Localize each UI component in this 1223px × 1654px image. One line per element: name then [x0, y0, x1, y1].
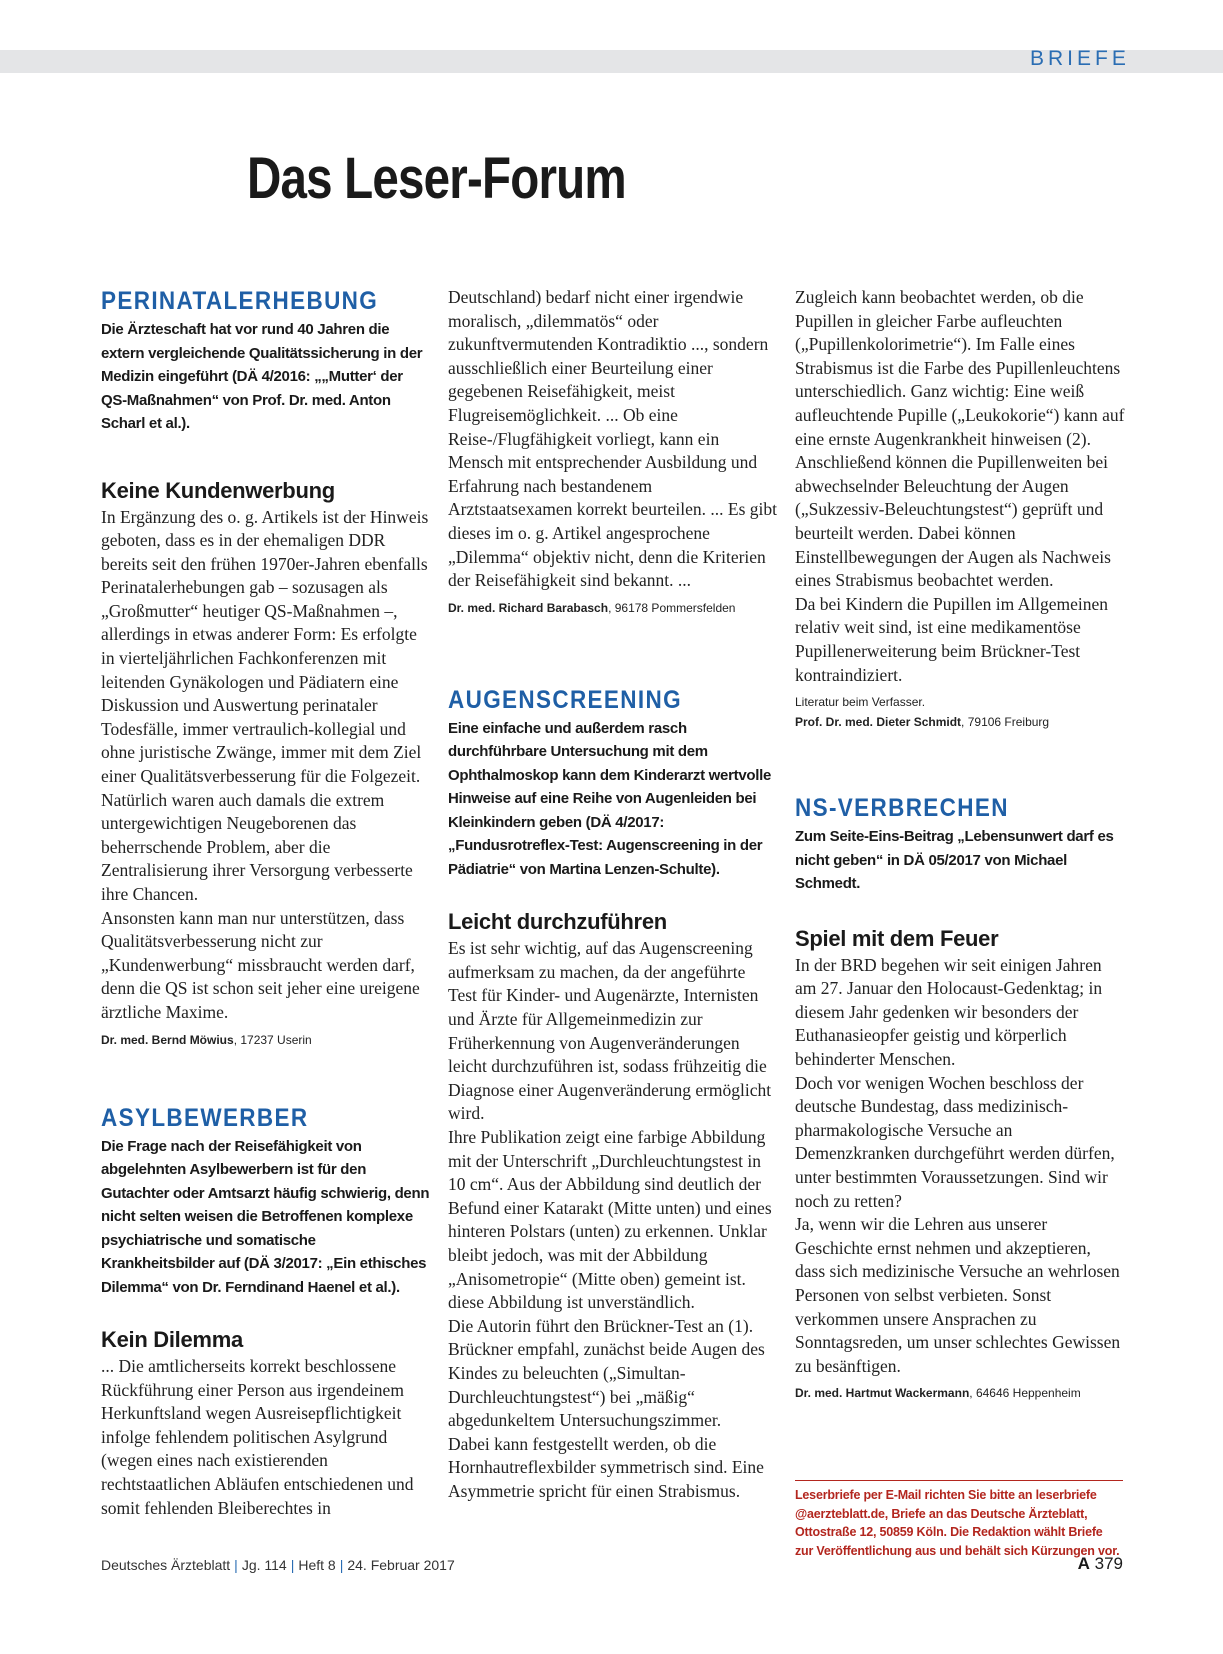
paragraph: Zugleich kann beobachtet werden, ob die Pupillen in gleicher Farbe aufleuchten („Pupillenkolorimetrie“). Im Falle eines Strabismus ist die Farbe des Pupillenleuchtens unterschiedlich. Ganz wichtig: Eine weiß aufleuchtende Pupille („Leukokorie“) kann auf eine ernste Augenkrankheit hinweisen (2). [795, 287, 1125, 449]
paragraph: Anschließend können die Pupillenweiten bei abwechselnder Beleuchtung der Augen („Sukzessiv-Beleuchtungstest“) geprüft und beurteilt werden. Dabei können Einstellbewegungen der Augen als Nachweis eines Strabismus beobachtet werden. [795, 452, 1111, 591]
paragraph: Deutschland) bedarf nicht einer irgendwie moralisch, „dilemmatös“ oder zukunftvermutenden Kontradiktio ..., sondern ausschließlich einer Beurteilung einer gegebenen Reisefähigkeit, meist Flugreisemöglichkeit. ... Ob eine Reise-/Flugfähigkeit vorliegt, kann ein Mensch mit entsprechender Ausbildung und Erfahrung nach bestandenem Arztstaatsexamen korrekt beurteilen. ... Es gibt dieses im o. g. Artikel angesprochene „Dilemma“ objektiv nicht, denn die Kriterien der Reisefähigkeit sind bekannt. ... [448, 287, 777, 591]
paragraph: Dabei kann festgestellt werden, ob die Hornhautreflexbilder symmetrisch sind. Eine Asymmetrie spricht für einen Strabismus. [448, 1433, 764, 1501]
intro-perinatalerhebung: Die Ärzteschaft hat vor rund 40 Jahren die extern vergleichende Qualitätssicherung in der Medizin eingeführt (DÄ 4/2016: „„Mutter‘ der QS-Maßnahmen“ von Prof. Dr. med. Anton Scharl et al.). [101, 321, 423, 432]
letter-signature [101, 1031, 431, 1049]
paragraph: ... Die amtlicherseits korrekt beschlossene Rückführung einer Person aus irgendeinem Herkunftsland wegen Ausreisepflichtigkeit infolge fehlendem politischen Asylgrund (wegen eines nach existierenden rechtstaatlichen Abläufen entschiedenen und somit fehlenden Bleiberechtes in [101, 1356, 414, 1518]
volume: Jg. 114 [241, 1557, 287, 1573]
intro-ns-verbrechen: Zum Seite-Eins-Beitrag „Lebensunwert darf es nicht geben“ in DÄ 05/2017 von Michael Schmedt. [795, 828, 1114, 893]
author-place: , 96178 Pommersfelden [608, 600, 736, 615]
section-label: BRIEFE [1030, 47, 1130, 70]
paragraph: Doch vor wenigen Wochen beschloss der deutsche Bundestag, dass medizinisch-pharmakologische Versuche an Demenzkranken durchgeführt werden dürfen, unter bestimmten Voraussetzungen. Sind wir noch zu retten? [795, 1072, 1115, 1211]
paragraph: Da bei Kindern die Pupillen im Allgemeinen relativ weit sind, ist eine medikamentöse Pupillenerweiterung beim Brückner-Test kontraindiziert. [795, 593, 1108, 685]
paragraph: Ja, wenn wir die Lehren aus unserer Geschichte ernst nehmen und akzeptieren, dass sich medizinische Versuche an wehrlosen Personen von selbst verbieten. Sonst verkommen unsere Ansprachen zu Sonntagsreden, um unser schlechtes Gewissen zu besänftigen. [795, 1214, 1121, 1376]
issue-date: 24. Februar 2017 [347, 1557, 455, 1573]
letter-signature [795, 1384, 1125, 1402]
letter-body-feuer [795, 954, 1125, 1379]
author-place: , 79106 Freiburg [961, 715, 1050, 730]
paragraph: In der BRD begehen wir seit einigen Jahren am 27. Januar den Holocaust-Gedenktag; in diesem Jahr gedenken wir besonders der Euthanasieopfer geistig und körperlich behinderter Menschen. [795, 954, 1103, 1069]
page-title: Das Leser-Forum [247, 146, 626, 211]
paragraph: Ihre Publikation zeigt eine farbige Abbildung mit der Unterschrift „Durchleuchtungstest in 10 cm“. Aus der Abbildung sind deutlich der Befund einer Katarakt (Mitte unten) und eines hinteren Polstars (unten) zu erkennen. Unklar bleibt jedoch, was mit der Abbildung „Anisometropie“ (Mitte oben) gemeint ist. diese Abbildung ist unverständlich. [448, 1126, 772, 1313]
author-place: , 17237 Userin [233, 1032, 312, 1047]
submission-notice: Leserbriefe per E-Mail richten Sie bitte an leserbriefe @aerzteblatt.de, Briefe an das Deutsche Ärzteblatt, Ottostraße 12, 50859 Köln. Die Redaktion wählt Briefe zur Veröffentlichung aus und behält sich Kürzungen vor. [795, 1480, 1123, 1560]
letter-headline-leicht: Leicht durchzuführen [448, 909, 667, 935]
column-2 [448, 286, 778, 1503]
letter-signature [448, 599, 778, 617]
letter-body-kundenwerbung [101, 506, 431, 1025]
journal-name: Deutsches Ärzteblatt [101, 1557, 231, 1573]
separator: | [339, 1557, 344, 1573]
column-1 [101, 286, 431, 1520]
author-name: Dr. med. Bernd Möwius [101, 1032, 234, 1047]
paragraph: Es ist sehr wichtig, auf das Augenscreening aufmerksam zu machen, da der angeführte Test für Kinder- und Augenärzte, Internisten und Ärzte für Allgemeinmedizin zur Früherkennung von Augenveränderungen leicht durchzuführen ist, sodass frühzeitig die Diagnose einer Augenveränderung ermöglicht wird. [448, 938, 772, 1124]
rubric-ns-verbrechen: NS-VERBRECHEN [795, 794, 1009, 823]
intro-augenscreening: Eine einfache und außerdem rasch durchführbare Untersuchung mit dem Ophthalmoskop kann dem Kinderarzt wertvolle Hinweise auf eine Reihe von Augenleiden bei Kleinkindern geben (DÄ 4/2017: „Fundusrotreflex-Test: Augenscreening in der Pädiatrie“ von Martina Lenzen-Schulte). [448, 719, 771, 878]
letter-body-leicht-cont [795, 286, 1125, 687]
rubric-perinatalerhebung: PERINATALERHEBUNG [101, 287, 379, 315]
author-place: , 64646 Heppenheim [969, 1386, 1081, 1401]
paragraph: In Ergänzung des o. g. Artikels ist der Hinweis geboten, dass es in der ehemaligen DDR bereits seit den frühen 1970er-Jahren ebenfalls Perinatalerhebungen gab – sozusagen als „Großmutter“ heutiger QS-Maßnahmen –, allerdings in etwas anderer Form: Es erfolgte in vierteljährlichen Fachkonferenzen mit leitenden Gynäkologen und Pädiatern eine Diskussion und Auswertung perinataler Todesfälle, immer vertraulich-kollegial und ohne juristische Zwänge, immer mit dem Ziel einer Qualitätsverbesserung für die Folgezeit. Natürlich waren auch damals die extrem untergewichtigen Neugeborenen das beherrschende Problem, aber die Zentralisierung ihrer Versorgung verbesserte ihre Chancen. [101, 506, 429, 904]
letter-body-dilemma-cont [448, 286, 778, 593]
literature-note: Literatur beim Verfasser. [795, 695, 926, 710]
rubric-augenscreening: AUGENSCREENING [448, 685, 682, 714]
footer-citation [101, 1557, 455, 1573]
separator: | [234, 1557, 238, 1573]
letter-headline-kundenwerbung: Keine Kundenwerbung [101, 477, 335, 503]
author-name: Prof. Dr. med. Dieter Schmidt [795, 715, 962, 730]
page-value: 379 [1094, 1554, 1123, 1573]
intro-asylbewerber: Die Frage nach der Reisefähigkeit von abgelehnten Asylbewerbern ist für den Gutachter oder Amtsarzt häufig schwierig, denn nicht selten weisen die Betroffenen komplexe psychiatrische und somatische Krankheitsbilder auf (DÄ 3/2017: „Ein ethisches Dilemma“ von Dr. Ferndinand Haenel et al.). [101, 1137, 430, 1296]
letter-headline-feuer: Spiel mit dem Feuer [795, 925, 999, 951]
letter-signature [795, 713, 1125, 731]
author-name: Dr. med. Hartmut Wackermann [795, 1386, 970, 1401]
separator: | [290, 1557, 295, 1573]
letter-body-leicht [448, 937, 778, 1503]
page-number [1078, 1554, 1123, 1574]
column-3 [795, 286, 1125, 1402]
author-name: Dr. med. Richard Barabasch [448, 600, 609, 615]
rubric-asylbewerber: ASYLBEWERBER [101, 1103, 309, 1132]
page-prefix: A [1077, 1554, 1090, 1573]
letter-headline-dilemma: Kein Dilemma [101, 1327, 243, 1353]
letter-body-dilemma [101, 1355, 431, 1520]
issue: Heft 8 [298, 1557, 336, 1573]
paragraph: Die Autorin führt den Brückner-Test an (1). Brückner empfahl, zunächst beide Augen des Kindes zu beleuchten („Simultan-Durchleuchtungstest“) bei „mäßig“ abgedunkeltem Untersuchungszimmer. [448, 1315, 765, 1431]
paragraph: Ansonsten kann man nur unterstützen, dass Qualitätsverbesserung nicht zur „Kundenwerbung“ missbraucht werden darf, denn die QS ist schon seit jeher eine ureigene ärztliche Maxime. [101, 907, 420, 1022]
